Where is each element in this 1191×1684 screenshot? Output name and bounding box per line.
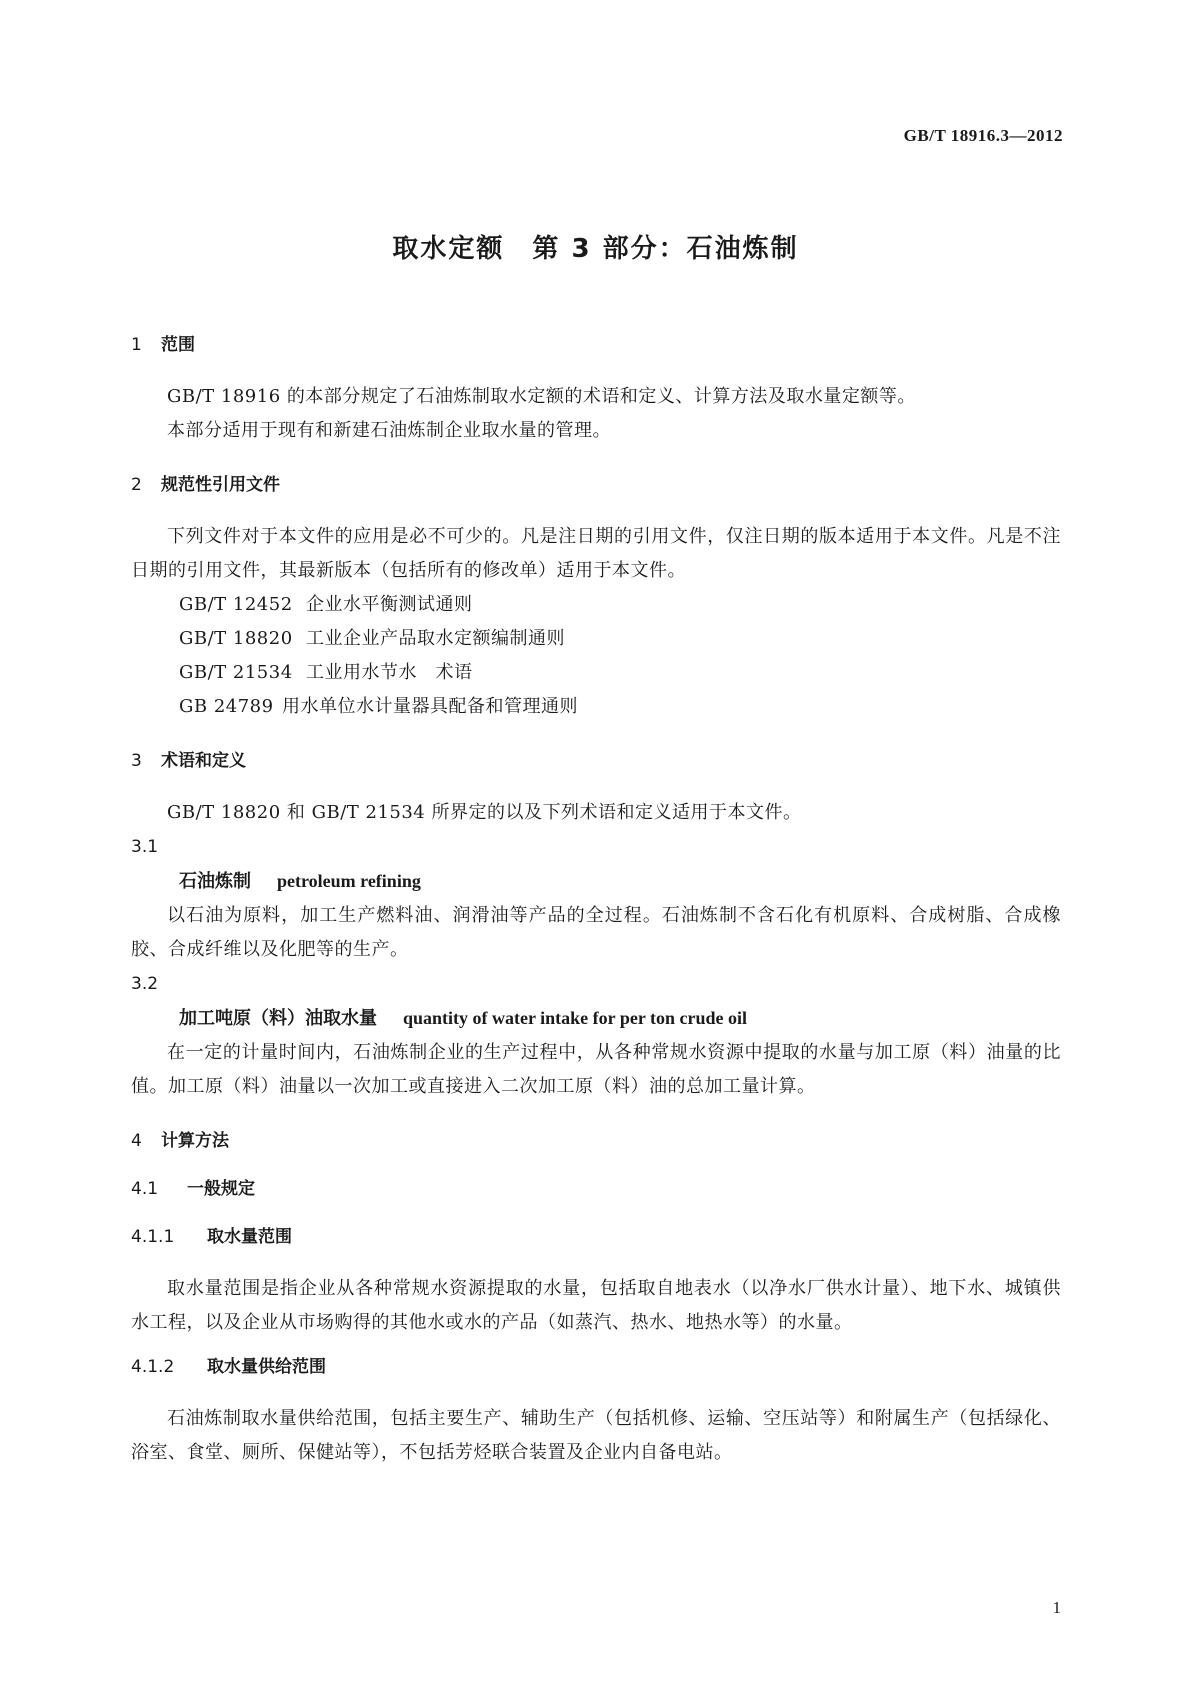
- reference-title: 企业水平衡测试通则: [306, 594, 473, 615]
- reference-title: 工业用水节水 术语: [306, 662, 473, 683]
- reference-code: GB/T 12452: [179, 594, 293, 615]
- section-number: 3: [131, 751, 142, 771]
- section-title: 计算方法: [161, 1131, 229, 1151]
- reference-title: 工业企业产品取水定额编制通则: [306, 628, 565, 649]
- reference-code: GB/T 21534: [179, 662, 293, 683]
- document-title: 取水定额 第 3 部分：石油炼制: [392, 234, 799, 264]
- term-name-zh: 加工吨原（料）油取水量: [179, 1008, 377, 1029]
- term-entry: [131, 864, 1061, 899]
- subsection-heading-supply-scope: [131, 1356, 1061, 1378]
- paragraph: 本部分适用于现有和新建石油炼制企业取水量的管理。: [167, 420, 611, 441]
- subsection-heading-general: [131, 1178, 1061, 1200]
- subsection-title: 一般规定: [187, 1179, 255, 1199]
- subsection-title: 取水量供给范围: [207, 1357, 326, 1377]
- reference-item: [131, 588, 1061, 622]
- subsection-title: 取水量范围: [207, 1227, 292, 1247]
- term-name-en: petroleum refining: [277, 871, 421, 891]
- reference-title: 用水单位水计量器具配备和管理通则: [282, 696, 578, 717]
- section-heading-calculation-method: [131, 1130, 1061, 1152]
- reference-item: [131, 622, 1061, 656]
- section-title: 术语和定义: [161, 751, 246, 771]
- term-entry: [131, 1001, 1061, 1036]
- reference-item: [131, 656, 1061, 690]
- document-body: [131, 334, 1061, 1470]
- term-name-zh: 石油炼制: [179, 871, 251, 892]
- section-heading-normative-references: [131, 474, 1061, 496]
- subsection-number: 4.1: [131, 1179, 159, 1199]
- section-title: 规范性引用文件: [161, 475, 280, 495]
- reference-item: [131, 690, 1061, 724]
- section-number: 2: [131, 475, 142, 495]
- reference-code: GB/T 18820: [179, 628, 293, 649]
- reference-code: GB 24789: [179, 696, 274, 717]
- paragraph: 取水量范围是指企业从各种常规水资源提取的水量，包括取自地表水（以净水厂供水计量）、地下水、城镇供水工程，以及企业从市场购得的其他水或水的产品（如蒸汽、热水、地热水等）的水量。: [131, 1278, 1061, 1333]
- section-number: 1: [131, 335, 142, 355]
- paragraph: 下列文件对于本文件的应用是必不可少的。凡是注日期的引用文件，仅注日期的版本适用于本文件。凡是不注日期的引用文件，其最新版本（包括所有的修改单）适用于本文件。: [131, 526, 1061, 581]
- section-heading-terms-definitions: [131, 750, 1061, 772]
- section-heading-scope: [131, 334, 1061, 356]
- term-definition: 在一定的计量时间内，石油炼制企业的生产过程中，从各种常规水资源中提取的水量与加工原（料）油量的比值。加工原（料）油量以一次加工或直接进入二次加工原（料）油的总加工量计算。: [131, 1042, 1061, 1097]
- subsection-number: 4.1.2: [131, 1357, 175, 1377]
- page-number: 1: [1052, 1598, 1061, 1617]
- standard-code: GB/T 18916.3—2012: [903, 126, 1063, 145]
- paragraph: GB/T 18820 和 GB/T 21534 所界定的以及下列术语和定义适用于本文件。: [167, 802, 802, 823]
- paragraph: GB/T 18916 的本部分规定了石油炼制取水定额的术语和定义、计算方法及取水量定额等。: [167, 386, 916, 407]
- term-number: 3.1: [131, 837, 159, 857]
- term-name-en: quantity of water intake for per ton crude oil: [403, 1008, 747, 1028]
- term-number: 3.2: [131, 974, 159, 994]
- paragraph: 石油炼制取水量供给范围，包括主要生产、辅助生产（包括机修、运输、空压站等）和附属生产（包括绿化、浴室、食堂、厕所、保健站等），不包括芳烃联合装置及企业内自备电站。: [131, 1408, 1061, 1463]
- section-title: 范围: [161, 335, 195, 355]
- subsection-number: 4.1.1: [131, 1227, 175, 1247]
- term-definition: 以石油为原料，加工生产燃料油、润滑油等产品的全过程。石油炼制不含石化有机原料、合成树脂、合成橡胶、合成纤维以及化肥等的生产。: [131, 905, 1061, 960]
- subsection-heading-intake-scope: [131, 1226, 1061, 1248]
- section-number: 4: [131, 1131, 142, 1151]
